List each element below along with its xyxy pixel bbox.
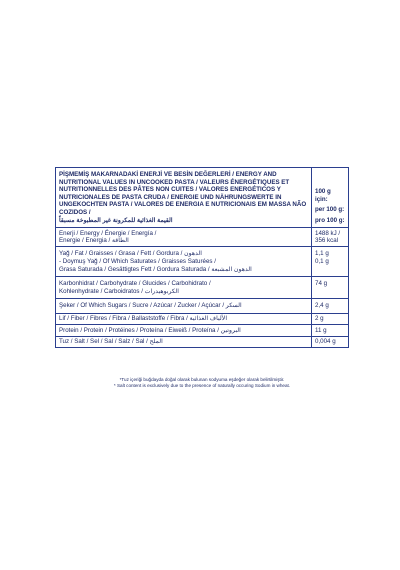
nutrient-value: 11 g: [312, 325, 349, 336]
nutrient-value: 0,004 g: [312, 336, 349, 347]
table-title: PİŞMEMİŞ MAKARNADAKİ ENERJİ VE BESİN DEĞERLERİ / ENERGY AND NUTRITIONAL VALUES IN UNCOOKED PASTA / VALEURS ÉNERGÉTIQUES ET NUTRITIONNELLES DES PÂTES NON CUITES / VALORES ENERGÉTICOS Y NUTRICIONALES DE PASTA CRUDA / ENERGIE UND NÄHRUNGSWERTE IN UNGEKOCHTEN PASTA / VALORES DE ENERGIA E NUTRICIONAIS EM MASSA NÃO COZIDOS / القيمة الغذائية للمكرونة غير المطبوخة مسبقاً: [59, 171, 307, 224]
nutrient-value: 74 g: [312, 277, 349, 299]
row-sugars: [56, 299, 348, 314]
per-line: pro 100 g:: [315, 216, 345, 224]
table-title-arabic: القيمة الغذائية للمكرونة غير المطبوخة مسبقاً: [59, 216, 173, 224]
row-carbohydrate: [56, 277, 348, 299]
per-line: 100 g için:: [315, 188, 331, 203]
per-100g-header: [312, 168, 349, 228]
row-fibre: [56, 313, 348, 324]
nutrient-value: 2 g: [312, 313, 349, 324]
nutrient-label: Lif / Fiber / Fibres / Fibra / Ballaststoffe / Fibra / الألياف الغذائية: [56, 313, 312, 324]
footnote-line-english: * Salt content is exclusively due to the presence of naturally occuring Sodium in wheat.: [113, 383, 291, 389]
footnote-line-turkish: *Tuz içeriği buğdayda doğal olarak bulunan sodyuma eşdeğer olarak belirtilmiştir.: [119, 377, 285, 382]
nutrient-label: Şeker / Of Which Sugars / Sucre / Azúcar / Zucker / Açúcar / السكر: [56, 299, 312, 314]
nutrient-label: Tuz / Salt / Sel / Sal / Salz / Sal / الملح: [56, 336, 312, 347]
table-header-row: [56, 168, 348, 228]
nutrient-label: Yağ / Fat / Graisses / Grasa / Fett / Gordura / الدهون - Doymuş Yağ / Of Which Saturates / Graisses Saturées / Grasa Saturada / Gesättigtes Fett / Gordura Saturada / الدهون المشبعة: [56, 247, 312, 277]
row-protein: [56, 325, 348, 336]
row-salt: [56, 336, 348, 347]
nutrition-facts-table: [55, 167, 349, 348]
nutrient-label: Enerji / Energy / Énergie / Energía / Energie / Energia / الطاقة: [56, 228, 312, 247]
salt-footnote: [55, 377, 349, 389]
row-fat: [56, 247, 348, 277]
nutrient-label: Protein / Protein / Protéines / Proteína / Eiweiß / Proteína / البروتين: [56, 325, 312, 336]
nutrient-value: 2,4 g: [312, 299, 349, 314]
per-line: per 100 g:: [315, 206, 345, 214]
nutrient-value: 1,1 g 0,1 g: [312, 247, 349, 277]
nutrient-value: 1488 kJ / 356 kcal: [312, 228, 349, 247]
nutrient-label: Karbonhidrat / Carbohydrate / Glucides / Carbohidrato / Kohlenhydrate / Carboidratos / الكربوهيدرات: [56, 277, 312, 299]
row-energy: [56, 228, 348, 247]
